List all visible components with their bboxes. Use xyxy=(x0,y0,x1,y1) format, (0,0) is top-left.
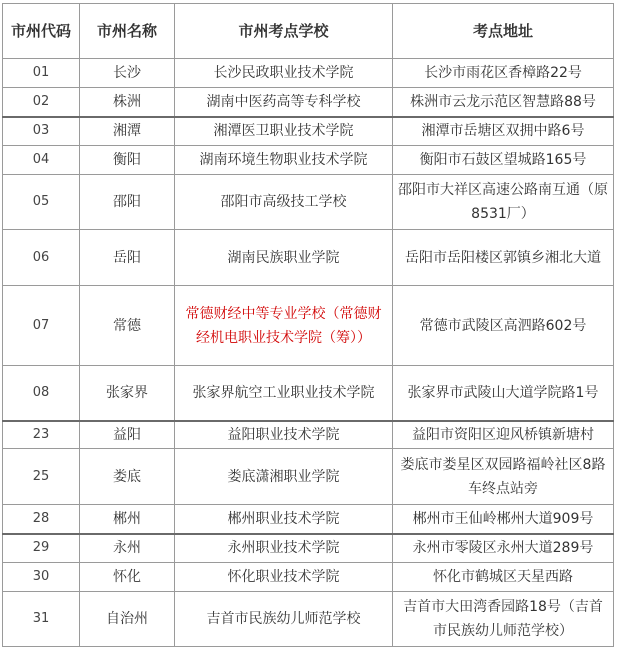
cell-code: 02 xyxy=(3,88,80,117)
table-row xyxy=(3,449,614,505)
table-row xyxy=(3,421,614,449)
cell-school: 长沙民政职业技术学院 xyxy=(175,59,393,88)
cell-code: 30 xyxy=(3,563,80,592)
table-row xyxy=(3,117,614,146)
cell-school-highlighted: 常德财经中等专业学校（常德财经机电职业技术学院（筹）） xyxy=(175,286,393,366)
table-row xyxy=(3,592,614,647)
cell-name: 邵阳 xyxy=(80,175,175,230)
cell-name: 郴州 xyxy=(80,505,175,534)
cell-address: 长沙市雨花区香樟路22号 xyxy=(393,59,614,88)
header-name: 市州名称 xyxy=(80,4,175,59)
cell-school: 湖南中医药高等专科学校 xyxy=(175,88,393,117)
cell-code: 08 xyxy=(3,366,80,421)
cell-code: 05 xyxy=(3,175,80,230)
cell-name: 永州 xyxy=(80,534,175,563)
table-row xyxy=(3,286,614,366)
cell-name: 湘潭 xyxy=(80,117,175,146)
cell-code: 06 xyxy=(3,230,80,286)
table-row xyxy=(3,366,614,421)
cell-name: 自治州 xyxy=(80,592,175,647)
header-code: 市州代码 xyxy=(3,4,80,59)
cell-code: 03 xyxy=(3,117,80,146)
cell-school: 益阳职业技术学院 xyxy=(175,421,393,449)
cell-name: 长沙 xyxy=(80,59,175,88)
cell-school: 怀化职业技术学院 xyxy=(175,563,393,592)
cell-name: 株洲 xyxy=(80,88,175,117)
cell-code: 28 xyxy=(3,505,80,534)
cell-code: 29 xyxy=(3,534,80,563)
cell-address: 永州市零陵区永州大道289号 xyxy=(393,534,614,563)
cell-school: 吉首市民族幼儿师范学校 xyxy=(175,592,393,647)
cell-address: 怀化市鹤城区天星西路 xyxy=(393,563,614,592)
cell-school: 湖南民族职业学院 xyxy=(175,230,393,286)
cell-name: 娄底 xyxy=(80,449,175,505)
table-row xyxy=(3,534,614,563)
cell-address: 益阳市资阳区迎风桥镇新塘村 xyxy=(393,421,614,449)
cell-name: 张家界 xyxy=(80,366,175,421)
cell-name: 常德 xyxy=(80,286,175,366)
cell-name: 益阳 xyxy=(80,421,175,449)
cell-address: 张家界市武陵山大道学院路1号 xyxy=(393,366,614,421)
table-header-row xyxy=(3,4,614,59)
table-row xyxy=(3,88,614,117)
cell-school: 永州职业技术学院 xyxy=(175,534,393,563)
cell-address: 株洲市云龙示范区智慧路88号 xyxy=(393,88,614,117)
cell-school: 邵阳市高级技工学校 xyxy=(175,175,393,230)
header-school: 市州考点学校 xyxy=(175,4,393,59)
cell-address: 邵阳市大祥区高速公路南互通（原8531厂） xyxy=(393,175,614,230)
cell-address: 郴州市王仙岭郴州大道909号 xyxy=(393,505,614,534)
cell-school: 张家界航空工业职业技术学院 xyxy=(175,366,393,421)
cell-address: 岳阳市岳阳楼区郭镇乡湘北大道 xyxy=(393,230,614,286)
cell-address: 娄底市娄星区双园路福岭社区8路车终点站旁 xyxy=(393,449,614,505)
cell-school: 湘潭医卫职业技术学院 xyxy=(175,117,393,146)
table-row xyxy=(3,505,614,534)
cell-address: 吉首市大田湾香园路18号（吉首市民族幼儿师范学校） xyxy=(393,592,614,647)
cell-code: 25 xyxy=(3,449,80,505)
table-row xyxy=(3,59,614,88)
cell-address: 衡阳市石鼓区望城路165号 xyxy=(393,146,614,175)
cell-school: 湖南环境生物职业技术学院 xyxy=(175,146,393,175)
cell-code: 04 xyxy=(3,146,80,175)
cell-code: 01 xyxy=(3,59,80,88)
table-row xyxy=(3,230,614,286)
table-row xyxy=(3,146,614,175)
cell-school: 娄底潇湘职业学院 xyxy=(175,449,393,505)
cell-name: 衡阳 xyxy=(80,146,175,175)
table-row xyxy=(3,563,614,592)
cell-code: 07 xyxy=(3,286,80,366)
cell-address: 常德市武陵区高泗路602号 xyxy=(393,286,614,366)
cell-code: 23 xyxy=(3,421,80,449)
cell-name: 岳阳 xyxy=(80,230,175,286)
exam-site-table xyxy=(2,3,614,647)
cell-address: 湘潭市岳塘区双拥中路6号 xyxy=(393,117,614,146)
table-row xyxy=(3,175,614,230)
cell-school: 郴州职业技术学院 xyxy=(175,505,393,534)
cell-code: 31 xyxy=(3,592,80,647)
cell-name: 怀化 xyxy=(80,563,175,592)
header-address: 考点地址 xyxy=(393,4,614,59)
